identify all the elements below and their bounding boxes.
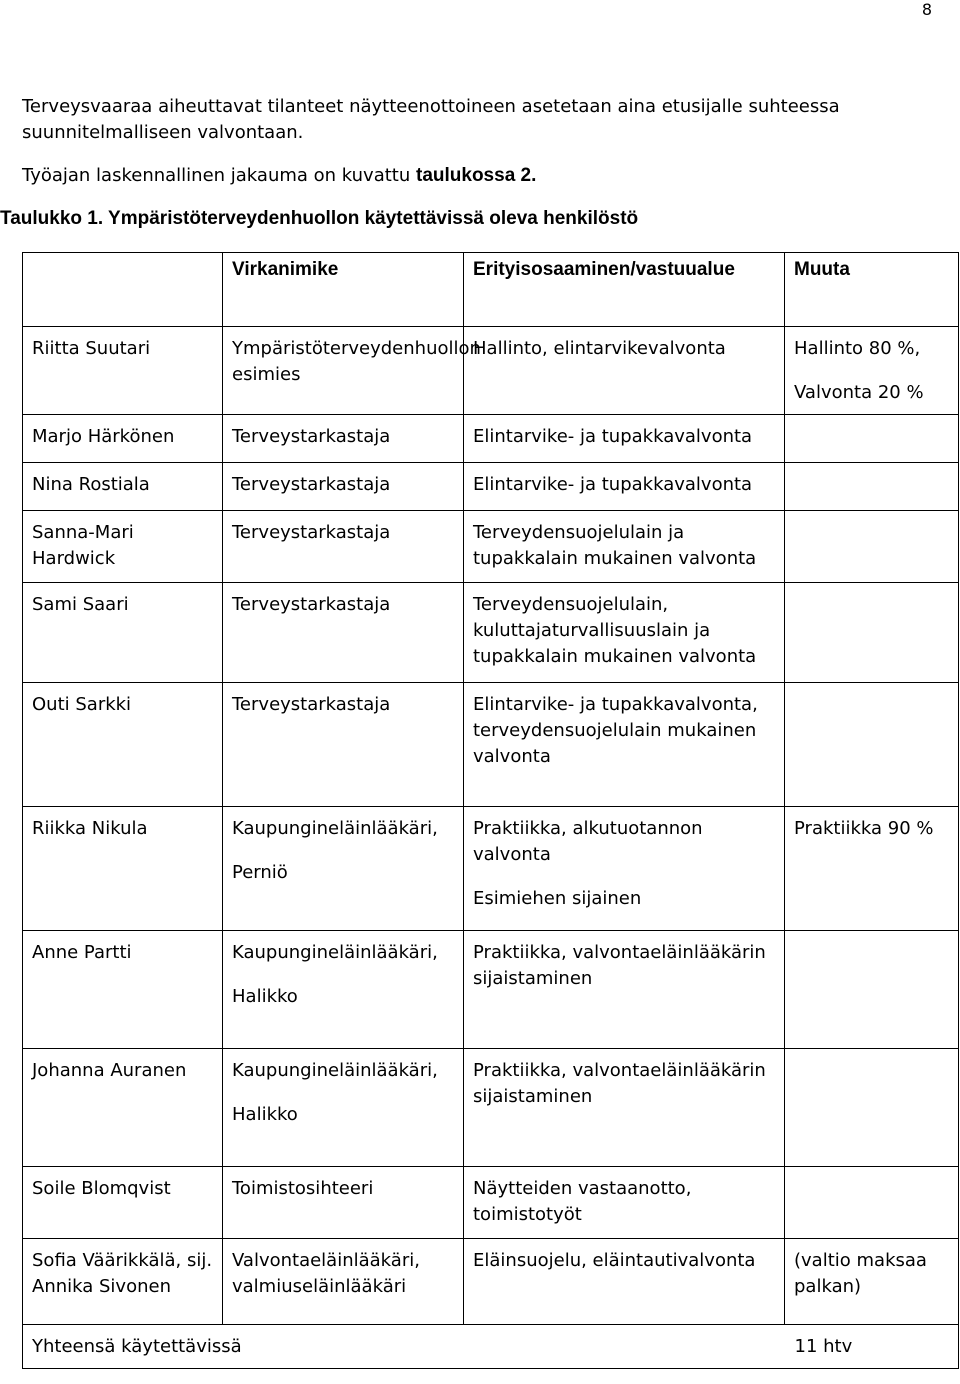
staff-other-cell (785, 1049, 959, 1167)
staff-name-cell (23, 583, 223, 683)
staff-expertise-cell (464, 807, 785, 931)
total-value: 11 htv (785, 1325, 959, 1369)
staff-name-cell (23, 931, 223, 1049)
staff-title: Terveystarkastaja (232, 694, 391, 715)
staff-expertise-cell (464, 415, 785, 463)
staff-expertise-cell (464, 931, 785, 1049)
staff-expertise-cell (464, 683, 785, 807)
caption-text: Ympäristöterveydenhuollon käytettävissä oleva henkilöstö (103, 208, 639, 229)
distribution-text: Työajan laskennallinen jakauma on kuvattu (22, 165, 416, 186)
staff-title: Terveystarkastaja (232, 426, 391, 447)
staff-other-cell (785, 1167, 959, 1239)
staff-expertise: Praktiikka, valvontaeläinlääkärin sijaistaminen (473, 1060, 766, 1107)
staff-name: Johanna Auranen (32, 1060, 187, 1081)
staff-name-cell (23, 1239, 223, 1325)
staff-title-cell (223, 1167, 464, 1239)
staff-title-cell (223, 931, 464, 1049)
caption-label: Taulukko 1. (0, 208, 104, 229)
staff-expertise-cell (464, 511, 785, 583)
staff-other: (valtio maksaa palkan) (794, 1250, 927, 1297)
table-row (23, 931, 959, 1049)
staff-name: Nina Rostiala (32, 474, 150, 495)
staff-expertise-cell (464, 1167, 785, 1239)
staff-name: Sami Saari (32, 594, 129, 615)
staff-expertise: Terveydensuojelulain ja tupakkalain mukainen valvonta (473, 522, 757, 569)
table-caption (0, 208, 638, 230)
table-total-row (23, 1325, 959, 1369)
staff-other-cell (785, 683, 959, 807)
staff-name: Riikka Nikula (32, 818, 148, 839)
table-row (23, 1049, 959, 1167)
staff-title-cell (223, 415, 464, 463)
table-row (23, 807, 959, 931)
table-row (23, 327, 959, 415)
staff-expertise: Eläinsuojelu, eläintautivalvonta (473, 1250, 756, 1271)
staff-name: Outi Sarkki (32, 694, 132, 715)
staff-name: Riitta Suutari (32, 338, 151, 359)
staff-title: Toimistosihteeri (232, 1178, 374, 1199)
staff-other-cell (785, 583, 959, 683)
staff-title-line2: Halikko (232, 1104, 298, 1125)
staff-name: Sofia Väärikkälä, sij. Annika Sivonen (32, 1250, 213, 1297)
header-name (23, 253, 223, 327)
staff-name: Soile Blomqvist (32, 1178, 171, 1199)
staff-title-cell (223, 463, 464, 511)
staff-other-cell (785, 327, 959, 415)
staff-other-cell (785, 415, 959, 463)
staff-name: Anne Partti (32, 942, 132, 963)
staff-other: Praktiikka 90 % (794, 818, 934, 839)
staff-name: Marjo Härkönen (32, 426, 175, 447)
total-label: Yhteensä käytettävissä (23, 1325, 785, 1369)
header-other: Muuta (785, 253, 959, 327)
staff-expertise: Elintarvike- ja tupakkavalvonta (473, 474, 753, 495)
table-header-row (23, 253, 959, 327)
staff-title-cell (223, 583, 464, 683)
staff-expertise-cell (464, 583, 785, 683)
staff-title: Terveystarkastaja (232, 474, 391, 495)
staff-title: Ympäristöterveydenhuollon esimies (232, 338, 481, 385)
staff-expertise: Elintarvike- ja tupakkavalvonta (473, 426, 753, 447)
staff-title: Valvontaeläinlääkäri, valmiuseläinlääkäri (232, 1250, 420, 1297)
staff-expertise: Näytteiden vastaanotto, toimistotyöt (473, 1178, 692, 1225)
staff-other: Hallinto 80 %, (794, 338, 921, 359)
staff-name-cell (23, 1167, 223, 1239)
staff-other-cell (785, 931, 959, 1049)
page-number: 8 (921, 0, 932, 19)
staff-title: Kaupungineläinlääkäri, (232, 1060, 438, 1081)
staff-expertise: Hallinto, elintarvikevalvonta (473, 338, 726, 359)
header-expertise: Erityisosaaminen/vastuualue (464, 253, 785, 327)
staff-name-cell (23, 327, 223, 415)
staff-other-cell (785, 807, 959, 931)
staff-title: Kaupungineläinlääkäri, (232, 818, 438, 839)
staff-name-cell (23, 415, 223, 463)
staff-title-cell (223, 807, 464, 931)
staff-title-line2: Halikko (232, 986, 298, 1007)
distribution-paragraph (22, 163, 536, 189)
staff-other-cell (785, 511, 959, 583)
staff-expertise: Elintarvike- ja tupakkavalvonta, terveydensuojelulain mukainen valvonta (473, 694, 758, 767)
staff-title: Terveystarkastaja (232, 594, 391, 615)
header-title: Virkanimike (223, 253, 464, 327)
staff-name: Sanna-Mari Hardwick (32, 522, 134, 569)
staff-expertise: Terveydensuojelulain, kuluttajaturvallisuuslain ja tupakkalain mukainen valvonta (473, 594, 757, 667)
staff-other-cell (785, 463, 959, 511)
staff-other-line2: Valvonta 20 % (794, 382, 924, 403)
staff-expertise: Praktiikka, alkutuotannon valvonta (473, 818, 703, 865)
staff-expertise-line2: Esimiehen sijainen (473, 888, 642, 909)
staff-expertise-cell (464, 1239, 785, 1325)
staff-name-cell (23, 511, 223, 583)
table-row (23, 583, 959, 683)
table-row (23, 463, 959, 511)
table-row (23, 511, 959, 583)
staff-name-cell (23, 683, 223, 807)
staff-table (22, 252, 959, 1369)
staff-title-cell (223, 1239, 464, 1325)
staff-title-cell (223, 327, 481, 415)
staff-other-cell (785, 1239, 959, 1325)
table-row (23, 415, 959, 463)
intro-paragraph: Terveysvaaraa aiheuttavat tilanteet näytteenottoineen asetetaan aina etusijalle suhteessa suunnitelmalliseen valvontaan. (22, 96, 840, 143)
staff-expertise-cell (464, 1049, 785, 1167)
table-reference: taulukossa 2. (416, 165, 537, 186)
table-row (23, 1167, 959, 1239)
table-row (23, 1239, 959, 1325)
staff-expertise: Praktiikka, valvontaeläinlääkärin sijaistaminen (473, 942, 766, 989)
staff-expertise-cell (464, 327, 785, 415)
staff-title-cell (223, 511, 464, 583)
staff-title-cell (223, 683, 464, 807)
staff-name-cell (23, 1049, 223, 1167)
staff-name-cell (23, 807, 223, 931)
staff-title: Kaupungineläinlääkäri, (232, 942, 438, 963)
staff-name-cell (23, 463, 223, 511)
table-row (23, 683, 959, 807)
staff-title-cell (223, 1049, 464, 1167)
staff-title-line2: Perniö (232, 862, 288, 883)
staff-title: Terveystarkastaja (232, 522, 391, 543)
staff-expertise-cell (464, 463, 785, 511)
